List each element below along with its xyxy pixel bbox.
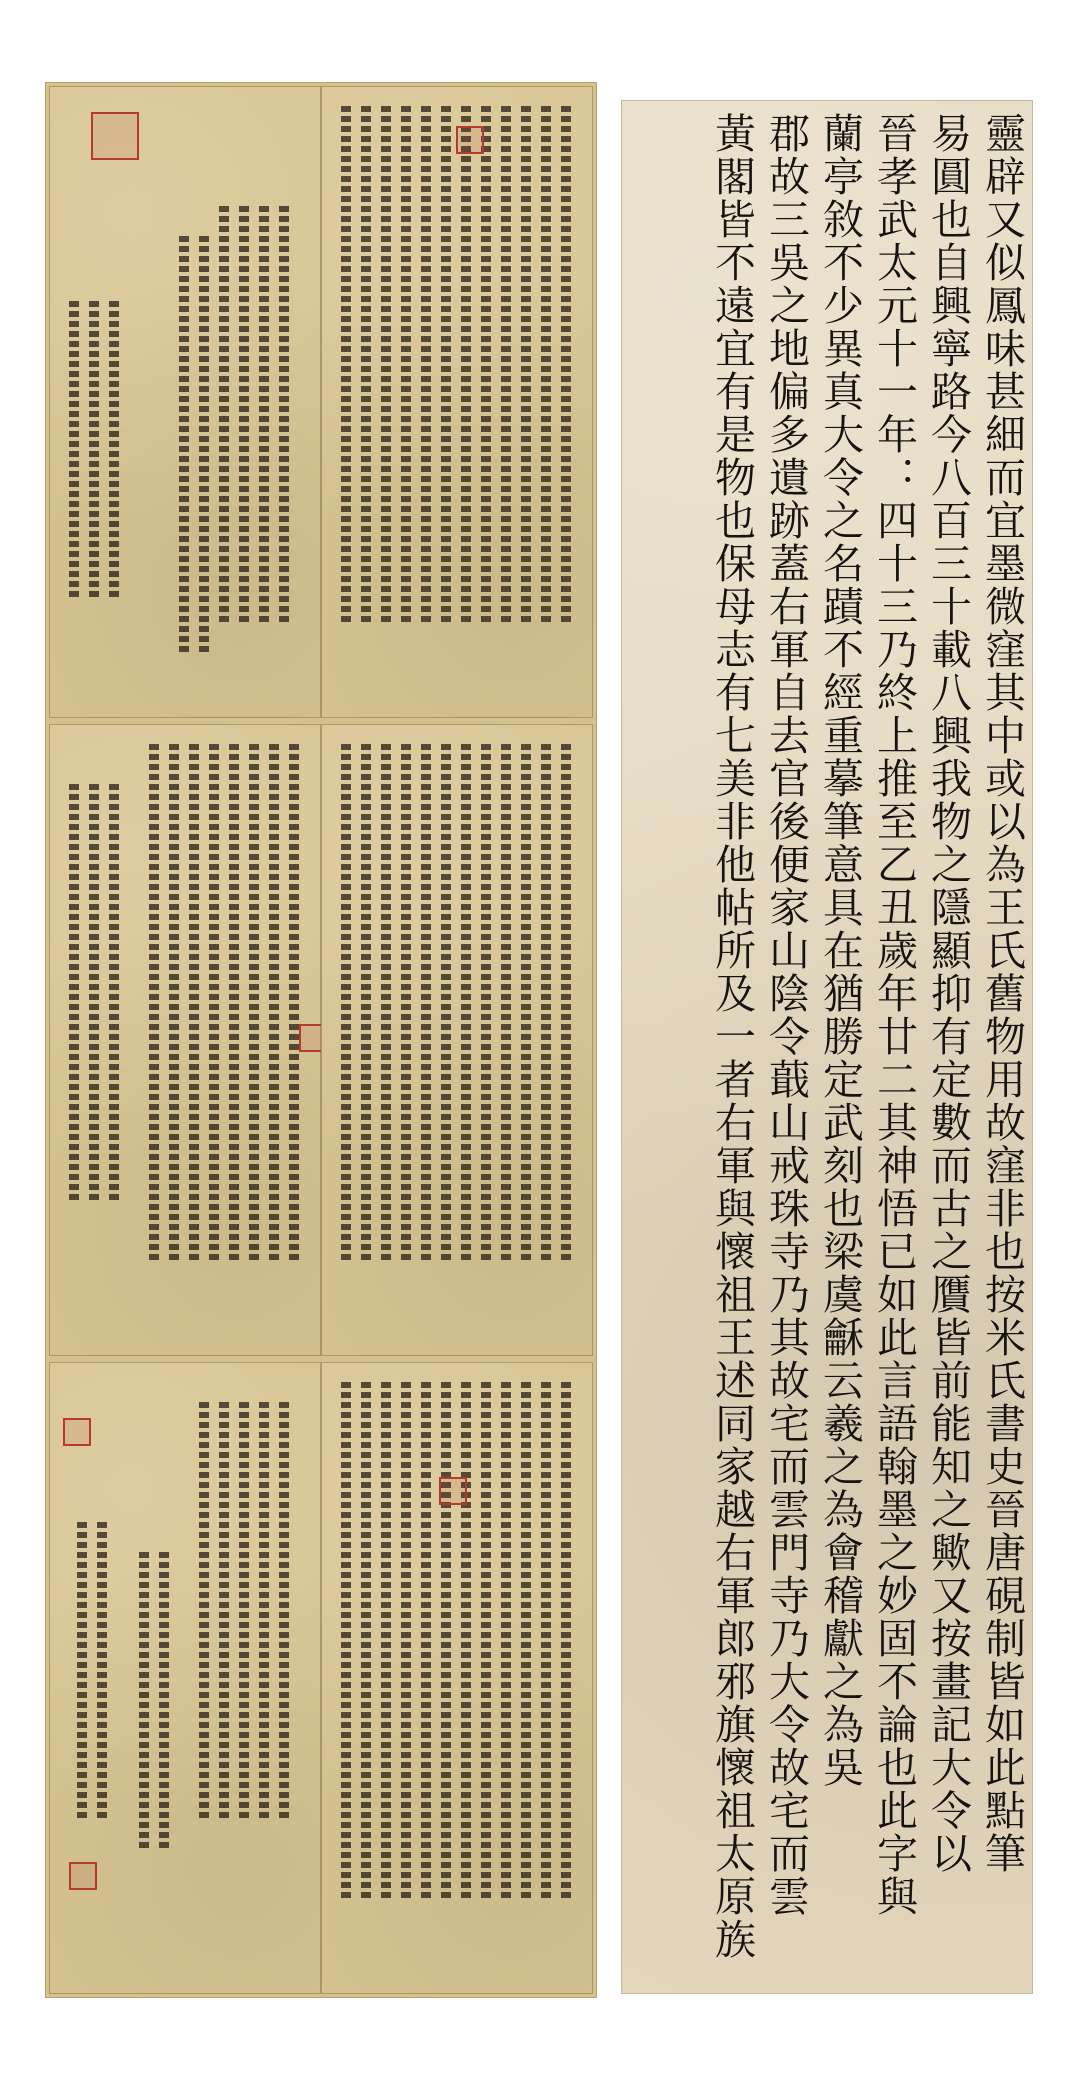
text-column: [501, 106, 511, 626]
text-column: [481, 744, 491, 1264]
text-column: [521, 744, 531, 1264]
small-panels-composite: [45, 82, 597, 1998]
text-column: [109, 301, 119, 601]
scroll-column-3: 晉孝武太元十一年：四十三乃終上推至乙丑歲年廿二其神悟已如此言語翰墨之妙固不論也此字與: [870, 112, 918, 1918]
text-column: [381, 106, 391, 626]
text-column: [97, 1522, 107, 1822]
panel-bottom-left: [49, 1362, 321, 1994]
text-column: [441, 106, 451, 626]
text-column: [199, 1402, 209, 1822]
panel-bottom-right: [321, 1362, 593, 1994]
text-column: [421, 744, 431, 1264]
panel-top-left: [49, 86, 321, 718]
red-seal-stamp: [69, 1862, 97, 1890]
text-column: [341, 106, 351, 626]
text-column: [561, 1382, 571, 1902]
text-column: [401, 744, 411, 1264]
text-column: [239, 1402, 249, 1822]
text-column: [269, 744, 279, 1264]
text-column: [159, 1552, 169, 1852]
text-column: [199, 236, 209, 656]
red-seal-stamp: [456, 126, 484, 154]
scroll-column-1: 靈辟又似鳳味甚細而宜墨微窪其中或以為王氏舊物用故窪非也按米氏書史晉唐硯制皆如此點筆: [978, 112, 1026, 1875]
panel-middle-left: [49, 724, 321, 1356]
text-column: [279, 206, 289, 626]
text-column: [289, 744, 299, 1264]
text-column: [541, 106, 551, 626]
large-calligraphy-scroll: [621, 100, 1033, 1994]
text-column: [149, 744, 159, 1264]
text-column: [209, 744, 219, 1264]
text-column: [361, 106, 371, 626]
red-seal-stamp: [63, 1418, 91, 1446]
text-column: [229, 744, 239, 1264]
text-column: [541, 744, 551, 1264]
text-column: [421, 106, 431, 626]
text-column: [179, 236, 189, 656]
text-column: [481, 1382, 491, 1902]
scroll-column-4: 蘭亭敘不少異真大令之名蹟不經重摹筆意具在猶勝定武刻也梁虞龢云羲之為會稽獻之為吳: [816, 112, 864, 1789]
text-column: [279, 1402, 289, 1822]
text-column: [219, 1402, 229, 1822]
text-column: [89, 301, 99, 601]
scroll-column-7: [651, 112, 705, 1982]
scroll-column-5: 郡故三吳之地偏多遺跡蓋右軍自去官後便家山陰令蕺山戒珠寺乃其故宅而雲門寺乃大令故宅而雲: [762, 112, 810, 1918]
text-column: [461, 744, 471, 1264]
text-column: [361, 1382, 371, 1902]
text-column: [249, 744, 259, 1264]
text-column: [69, 784, 79, 1204]
text-column: [139, 1552, 149, 1852]
text-column: [501, 1382, 511, 1902]
text-column: [441, 744, 451, 1264]
text-column: [381, 744, 391, 1264]
text-column: [401, 1382, 411, 1902]
text-column: [77, 1522, 87, 1822]
text-column: [89, 784, 99, 1204]
panel-middle-right: [321, 724, 593, 1356]
text-column: [361, 744, 371, 1264]
text-column: [341, 1382, 351, 1902]
text-column: [521, 106, 531, 626]
text-column: [481, 106, 491, 626]
text-column: [461, 106, 471, 626]
text-column: [109, 784, 119, 1204]
panel-top-right: [321, 86, 593, 718]
text-column: [189, 744, 199, 1264]
text-column: [341, 744, 351, 1264]
red-seal-stamp: [91, 112, 139, 160]
text-column: [381, 1382, 391, 1902]
text-column: [401, 106, 411, 626]
text-column: [561, 744, 571, 1264]
red-seal-stamp: [439, 1477, 467, 1505]
scroll-column-6: 黃閣皆不遠宜有是物也保母志有七美非他帖所及一者右軍與懷祖王述同家越右軍郎邪旗懷祖太原族: [708, 112, 756, 1961]
text-column: [541, 1382, 551, 1902]
text-column: [501, 744, 511, 1264]
text-column: [219, 206, 229, 626]
text-column: [441, 1382, 451, 1902]
text-column: [461, 1382, 471, 1902]
text-column: [521, 1382, 531, 1902]
text-column: [169, 744, 179, 1264]
text-column: [239, 206, 249, 626]
text-column: [259, 1402, 269, 1822]
text-column: [561, 106, 571, 626]
scroll-column-2: 易圓也自興寧路今八百三十載八興我物之隱顯抑有定數而古之贋皆前能知之歟又按畫記大令以: [924, 112, 972, 1875]
text-column: [69, 301, 79, 601]
text-column: [421, 1382, 431, 1902]
text-column: [259, 206, 269, 626]
